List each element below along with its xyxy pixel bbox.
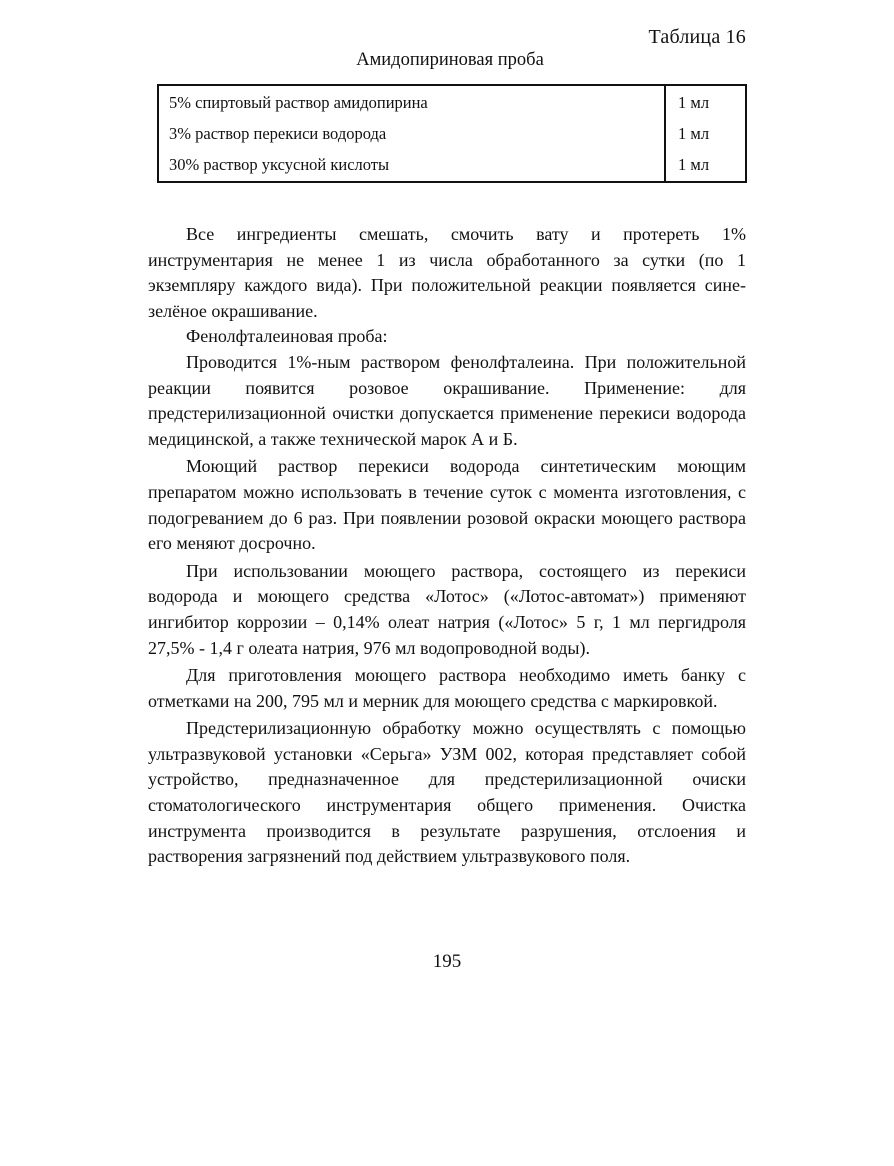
reagent-table	[157, 84, 747, 183]
paragraph: Предстерилизационную обработку можно осуществлять с помощью ультразвуковой установки «Серьга» УЗМ 002, которая представляет собой устройство, предназначенное для предстерилизационной очиски стоматологического инструментария общего применения. Очистка инструмента производится в результате разрушения, отслоения и растворения загрязнений под действием ультразвукового поля.	[148, 718, 746, 867]
body-text	[148, 222, 746, 870]
table-title: Амидопириновая проба	[356, 50, 544, 70]
paragraph: Проводится 1%-ным раствором фенолфталеина. При положительной реакции появится розовое окрашивание. Применение: для предстерилизационной очистки допускается применение перекиси водорода медицинской, а также технической марок А и Б.	[148, 351, 746, 449]
table-number: Таблица 16	[648, 26, 746, 48]
paragraph-heading: Фенолфталеиновая проба:	[186, 326, 388, 347]
page-number: 195	[432, 951, 462, 972]
reagent-name: 3% раствор перекиси водорода	[158, 119, 665, 150]
paragraph: Моющий раствор перекиси водорода синтетическим моющим препаратом можно использовать в течение суток с момента изготовления, с подогреванием до 6 раз. При появлении розовой окраски моющего раствора его меняют досрочно.	[148, 456, 746, 554]
reagent-name: 5% спиртовый раствор амидопирина	[158, 85, 665, 119]
paragraph: При использовании моющего раствора, состоящего из перекиси водорода и моющего средства «Лотос» («Лотос-автомат») применяют ингибитор коррозии – 0,14% олеат натрия («Лотос» 5 г, 1 мл пергидроля 27,5% - 1,4 г олеата натрия, 976 мл водопроводной воды).	[148, 560, 746, 658]
table-row	[158, 85, 746, 119]
paragraph: Для приготовления моющего раствора необходимо иметь банку с отметками на 200, 795 мл и мерник для моющего средства с маркировкой.	[148, 665, 746, 711]
reagent-amount: 1 мл	[678, 155, 710, 175]
reagent-amount: 1 мл	[678, 93, 710, 113]
reagent-amount: 1 мл	[678, 124, 710, 144]
paragraph: Все ингредиенты смешать, смочить вату и протереть 1% инструментария не менее 1 из числа обработанного за сутки (по 1 экземпляру каждого вида). При положительной реакции появляется сине-зелёное окрашивание.	[148, 224, 746, 321]
table-row	[158, 119, 746, 150]
reagent-name: 30% раствор уксусной кислоты	[158, 150, 665, 182]
table-row	[158, 150, 746, 182]
